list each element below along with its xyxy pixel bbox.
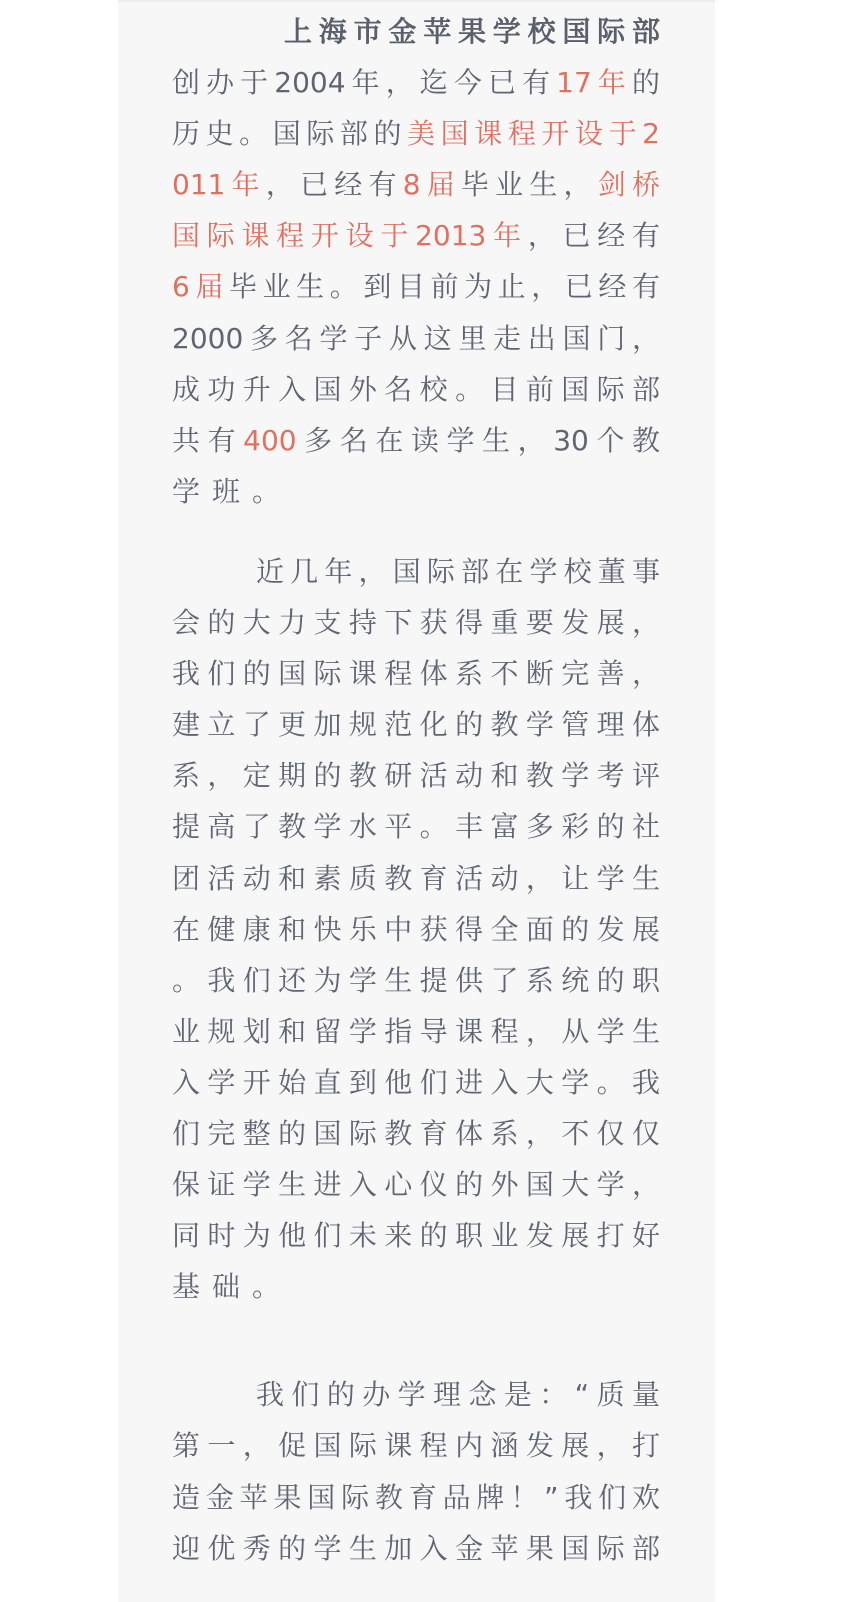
paragraph [172, 6, 660, 517]
text-line [172, 648, 660, 699]
text-segment: 第一，促国际课程内涵发展，打 [172, 1429, 660, 1463]
text-line [172, 597, 660, 648]
text-line [172, 1159, 660, 1210]
text-segment: 历史。国际部的 [172, 117, 408, 151]
text-line [172, 261, 660, 312]
text-segment: 毕业生。到目前为止，已经有 [228, 270, 660, 304]
text-segment: 造金苹果国际教育品牌！”我们欢 [172, 1480, 660, 1514]
text-line [172, 313, 660, 364]
highlighted-text: 国际课程开设于2013年 [172, 219, 528, 253]
text-segment: 多名在读学生，30个教 [296, 423, 660, 457]
highlighted-text: 剑桥 [597, 168, 660, 202]
text-segment: 我们的办学理念是：“质量 [256, 1378, 660, 1412]
text-line [172, 699, 660, 750]
highlighted-text: 400 [243, 423, 297, 457]
text-line [172, 1108, 660, 1159]
text-line [172, 1210, 660, 1261]
text-segment: 同时为他们未来的职业发展打好 [172, 1219, 660, 1253]
text-segment: 2000多名学子从这里走出国门， [172, 321, 660, 355]
text-line [172, 159, 660, 210]
text-line [172, 853, 660, 904]
article-body [172, 6, 660, 1574]
text-segment: 保证学生进入心仪的外国大学， [172, 1168, 660, 1202]
text-segment: 迎优秀的学生加入金苹果国际部 [172, 1531, 660, 1565]
text-segment: 成功升入国外名校。目前国际部 [172, 372, 660, 406]
text-line [172, 1261, 660, 1312]
paragraph [172, 1369, 660, 1573]
text-line [172, 904, 660, 955]
text-segment: ，已经有 [265, 168, 403, 202]
text-segment: 入学开始直到他们进入大学。我 [172, 1065, 660, 1099]
text-line [172, 1420, 660, 1471]
text-line [172, 466, 660, 517]
text-line [172, 955, 660, 1006]
text-line [172, 108, 660, 159]
text-segment: ，已经有 [527, 219, 660, 253]
highlighted-text: 6届 [172, 270, 229, 304]
text-segment: 学班。 [172, 474, 293, 508]
text-segment: 会的大力支持下获得重要发展， [172, 606, 660, 640]
text-line [172, 1523, 660, 1574]
text-segment: 我们的国际课程体系不断完善， [172, 657, 660, 691]
text-line [172, 750, 660, 801]
text-segment: 共有 [172, 423, 244, 457]
text-segment: 在健康和快乐中获得全面的发展 [172, 912, 660, 946]
text-line [172, 210, 660, 261]
paragraph [172, 546, 660, 1312]
highlighted-text: 17年 [556, 66, 632, 100]
text-segment: 建立了更加规范化的教学管理体 [172, 708, 660, 742]
text-line [172, 801, 660, 852]
text-segment: 们完整的国际教育体系，不仅仅 [172, 1116, 660, 1150]
school-name-heading [172, 6, 660, 57]
text-segment: 毕业生， [460, 168, 598, 202]
text-segment: 近几年，国际部在学校董事 [256, 554, 660, 588]
text-segment: 系，定期的教研活动和教学考评 [172, 759, 660, 793]
text-segment: 。我们还为学生提供了系统的职 [172, 963, 660, 997]
text-segment: 业规划和留学指导课程，从学生 [172, 1014, 660, 1048]
text-line [172, 57, 660, 108]
text-line [172, 364, 660, 415]
text-line [172, 1472, 660, 1523]
text-segment: 团活动和素质教育活动，让学生 [172, 861, 660, 895]
highlighted-text: 美国课程开设于2 [407, 117, 660, 151]
text-segment: 上海市金苹果学校国际部 [284, 15, 660, 48]
text-line [172, 1057, 660, 1108]
text-segment: 基础。 [172, 1270, 293, 1304]
text-line [172, 1006, 660, 1057]
highlighted-text: 8届 [402, 168, 461, 202]
text-segment: 提高了教学水平。丰富多彩的社 [172, 810, 660, 844]
text-line [172, 546, 660, 597]
text-segment: 创办于2004年，迄今已有 [172, 66, 557, 100]
text-line [172, 415, 660, 466]
text-line [172, 1369, 660, 1420]
highlighted-text: 011年 [172, 168, 266, 202]
text-segment: 的 [631, 66, 660, 100]
